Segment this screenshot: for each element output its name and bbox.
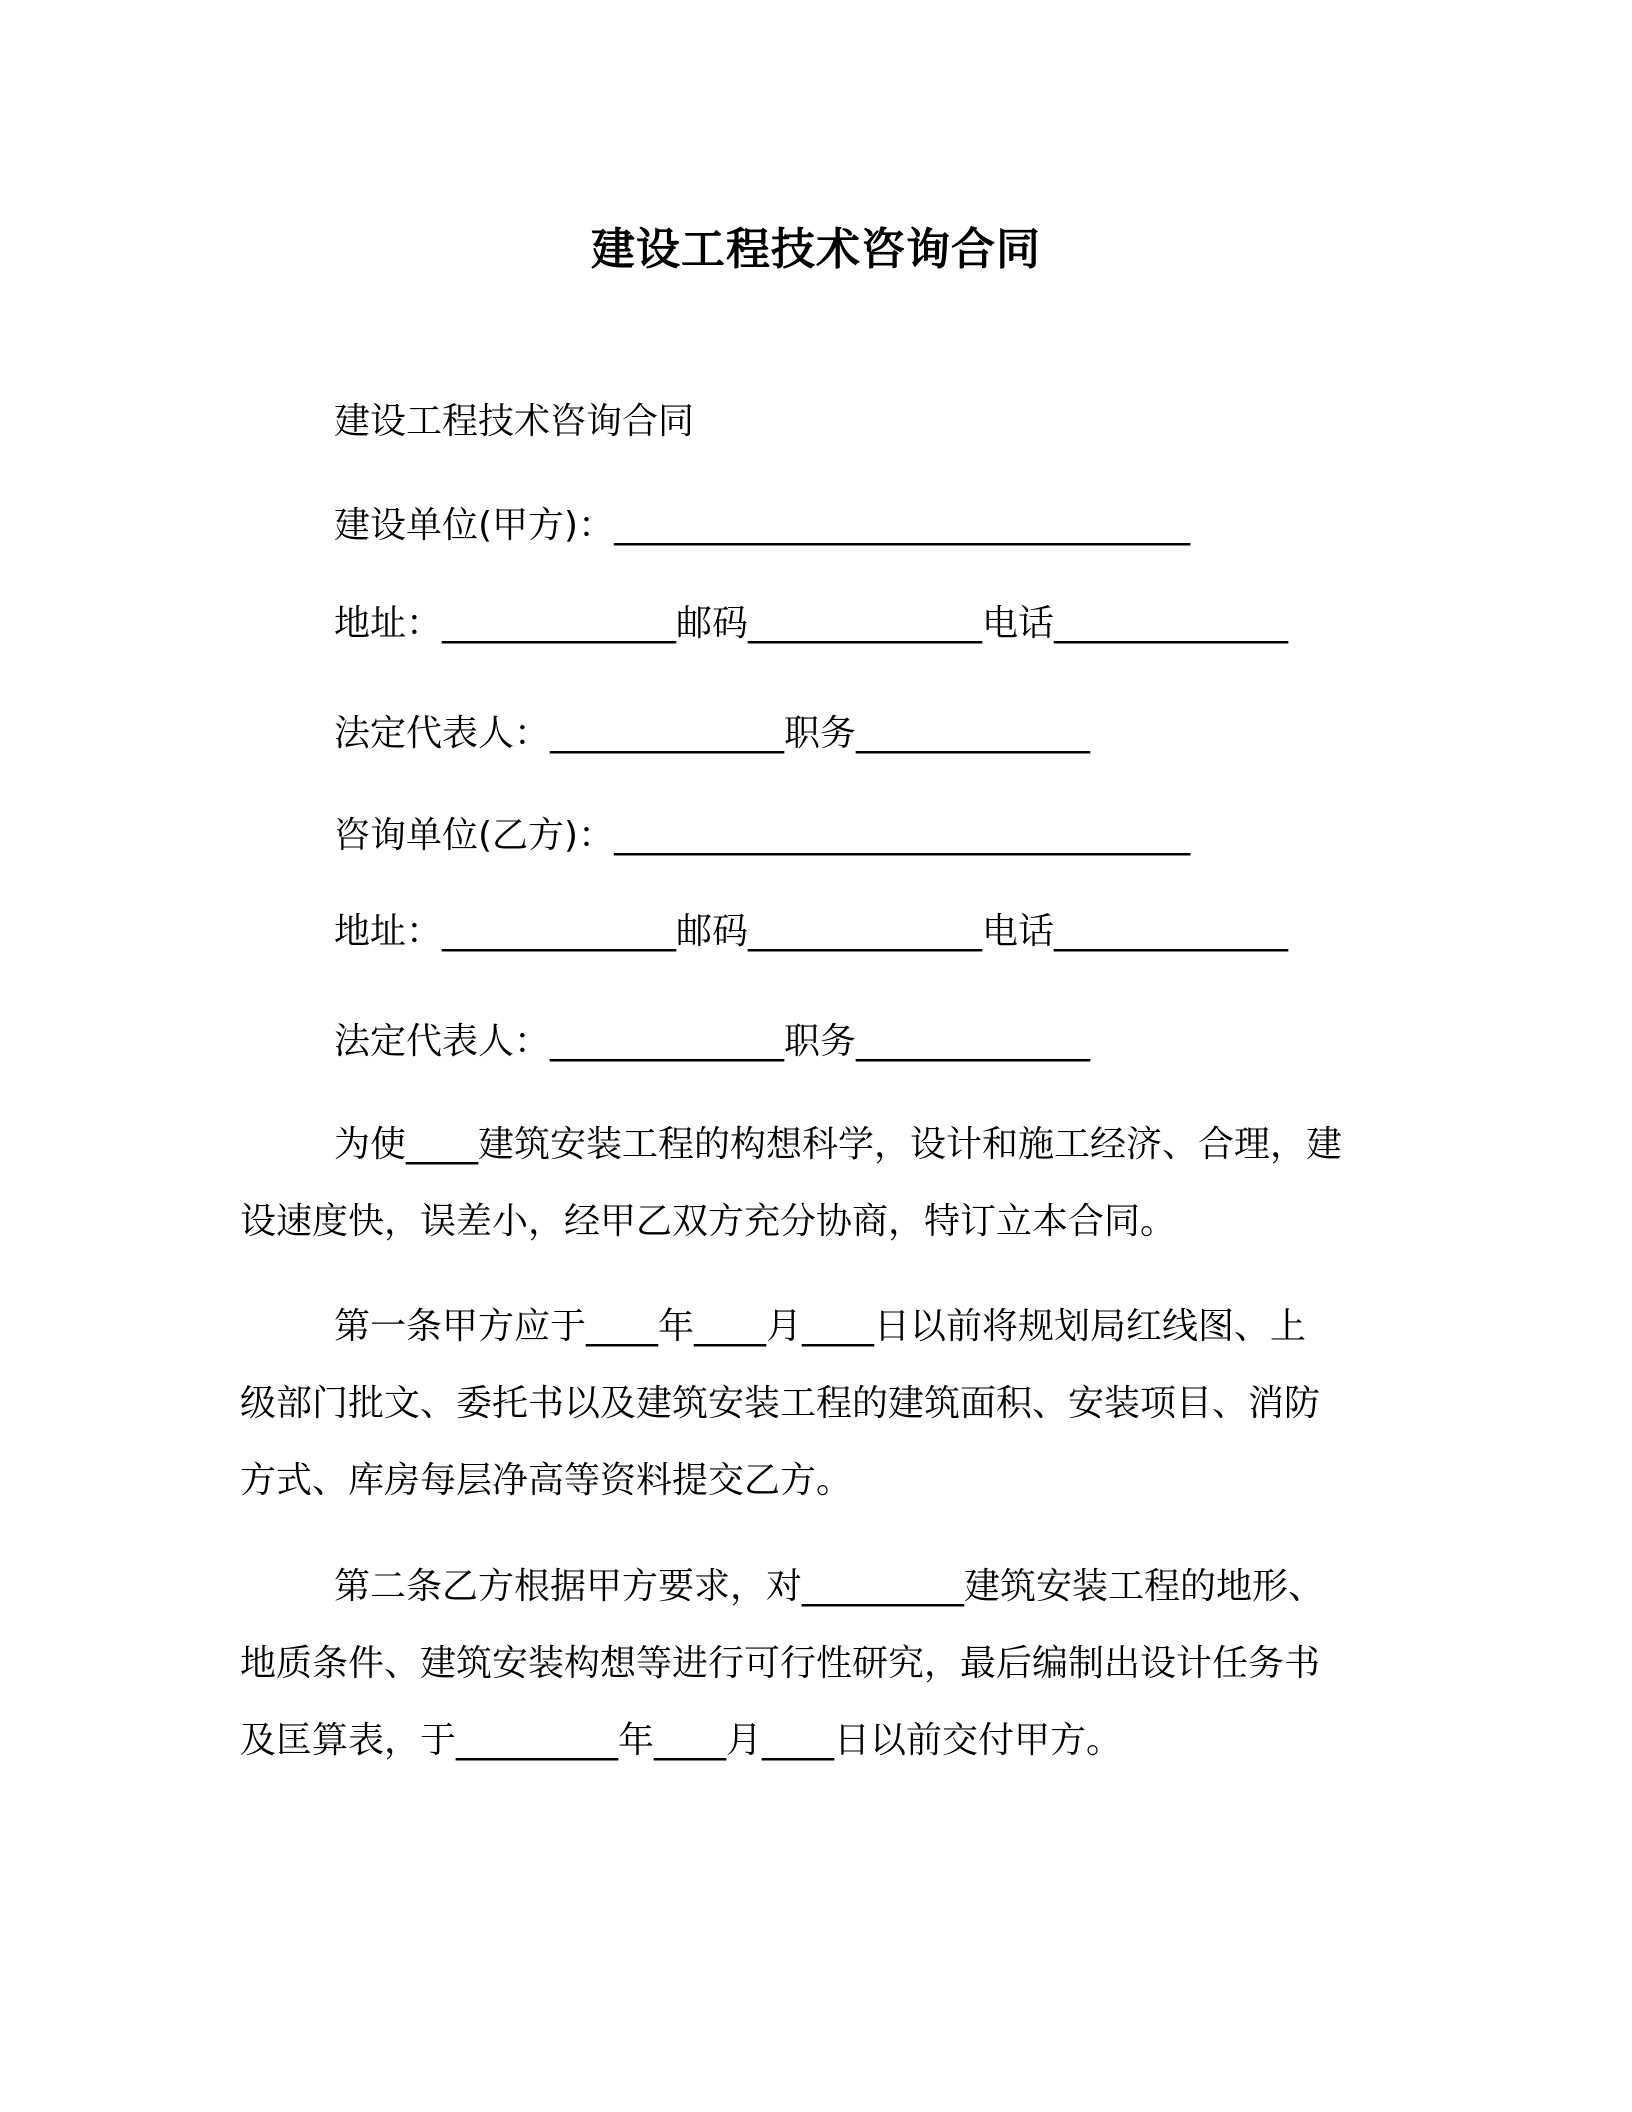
article-2-line: 第二条乙方根据甲方要求，对_________建筑安装工程的地形、 (334, 1566, 1325, 1607)
preamble-line: 设速度快，误差小，经甲乙双方充分协商，特订立本合同。 (240, 1201, 1177, 1242)
article-1-line: 第一条甲方应于____年____月____日以前将规划局红线图、上 (334, 1306, 1307, 1347)
party-b-unit-field: 咨询单位(乙方)：________________________________ (334, 815, 1191, 856)
article-2-line: 及匡算表，于_________年____月____日以前交付甲方。 (240, 1720, 1123, 1761)
article-1-paragraph (240, 1288, 1400, 1519)
article-2-paragraph (240, 1548, 1400, 1779)
article-1-line: 方式、库房每层净高等资料提交乙方。 (240, 1460, 853, 1501)
preamble-paragraph (240, 1106, 1400, 1260)
article-2-line: 地质条件、建筑安装构想等进行可行性研究，最后编制出设计任务书 (240, 1643, 1321, 1684)
party-b-address-field: 地址：_____________邮码_____________电话_____________ (334, 911, 1289, 952)
party-b-representative-field: 法定代表人：_____________职务_____________ (334, 1021, 1091, 1062)
document-subtitle: 建设工程技术咨询合同 (334, 401, 695, 442)
article-1-line: 级部门批文、委托书以及建筑安装工程的建筑面积、安装项目、消防 (240, 1383, 1321, 1424)
document-title: 建设工程技术咨询合同 (591, 224, 1041, 275)
party-a-representative-field: 法定代表人：_____________职务_____________ (334, 713, 1091, 754)
party-a-unit-field: 建设单位(甲方)：________________________________ (334, 505, 1191, 546)
preamble-line: 为使____建筑安装工程的构想科学，设计和施工经济、合理，建 (334, 1124, 1343, 1165)
party-a-address-field: 地址：_____________邮码_____________电话_____________ (334, 603, 1289, 644)
